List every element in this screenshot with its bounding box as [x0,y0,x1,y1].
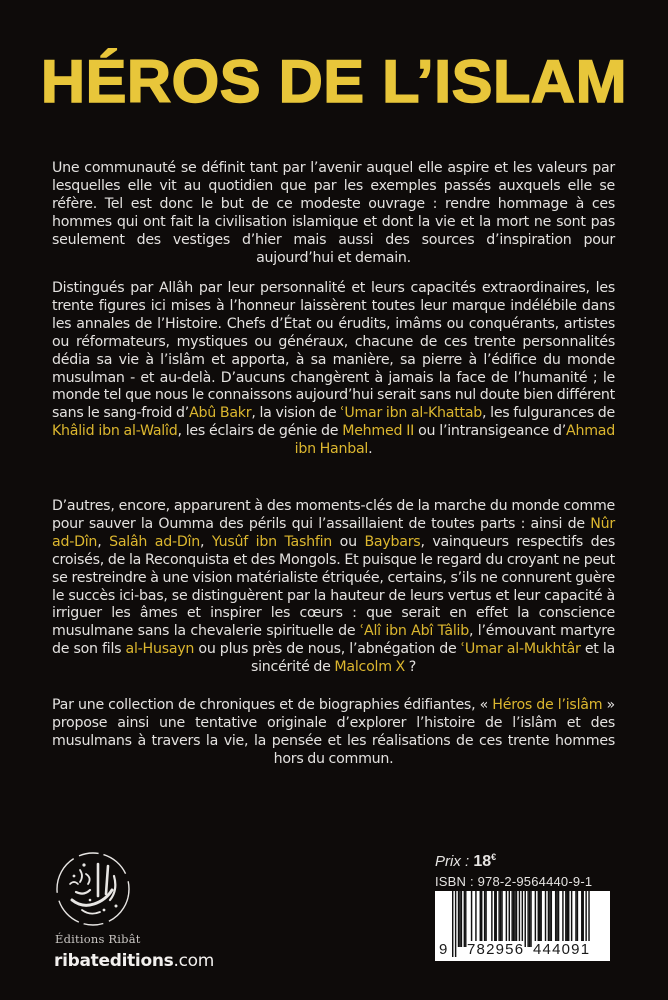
barcode-bar [475,891,476,947]
barcode-bar [527,891,528,947]
barcode-digits-right: 444091 [533,941,591,958]
barcode-bar [530,891,531,947]
barcode-bar [513,891,514,947]
price-currency: € [491,852,497,862]
text-segment: ou [332,533,365,550]
barcode-digits-left: 782956 [467,941,525,958]
barcode-bar [581,891,582,947]
text-segment: ou plus près de nous, l’abnégation de [194,641,461,658]
isbn-number: 978-2-9564440-9-1 [477,874,593,889]
text-segment: D’autres, encore, apparurent à des moments-clés de la marche du monde comme pour sauver la Oumma des périls qui l’assaillaient de toutes parts : ainsi de [52,498,615,532]
highlighted-name: al-Husayn [125,641,195,658]
highlighted-name: Khâlid ibn al-Walîd [52,423,178,440]
barcode-bar [498,891,499,947]
text-segment: , l’émouvant martyre de son fils [52,623,615,658]
website-tld: .com [173,951,214,971]
barcode-bar [506,891,507,947]
barcode-digits [435,941,610,961]
highlighted-name: Nûr ad-Dîn [52,515,615,550]
highlighted-name: ʿUmar al-Mukhtâr [460,641,581,658]
text-segment: ou l’intransigeance d’ [414,423,567,440]
barcode-bar [458,891,459,947]
barcode-bar [461,891,462,947]
barcode-bar [538,891,539,947]
isbn [435,874,592,889]
highlighted-name: Ahmad ibn Hanbal [294,423,615,458]
price-value: 18 [473,853,492,870]
text-segment: , vainqueurs respectifs des croisés, de la Reconquista et des Mongols. Et puisque le regard du croyant ne peut se restreindre à une vision matérialiste étriquée, certains, s’ils ne connurent guère le succès ici-bas, se distinguèrent par la hauteur de leurs vertus et leur capacité à irriguer les âmes et inspirer les cœurs : que serait en effet la conscience musulmane sans la chevalerie spirituelle de [52,533,615,640]
highlighted-name: Mehmed II [342,423,415,440]
barcode-bar [567,891,568,947]
barcode-bar [481,891,482,947]
barcode-bar [556,891,557,947]
barcode-bar [558,891,559,947]
barcode-bar [540,891,541,947]
barcode-bar [562,891,563,947]
barcode-bar [583,891,584,947]
barcode-bar [551,891,552,947]
text-segment: » propose ainsi une tentative originale d’explorer l’histoire de l’islâm et des musulmans à travers la vie, la pensée et les réalisations de ces trente hommes hors du commun. [52,697,615,767]
text-segment: , [97,533,110,550]
highlighted-name: Salâh ad-Dîn [109,533,200,550]
barcode-bar [539,891,540,947]
arabic-calligraphy-seal-icon [54,850,132,928]
publisher-website[interactable] [54,951,214,971]
barcode-bar [529,891,530,947]
barcode-bar [514,891,515,947]
barcode-bar [511,891,512,947]
text-segment: , les fulgurances de [482,405,616,422]
barcode-bar [568,891,569,947]
barcode-bar [555,891,556,947]
price [435,852,496,871]
isbn-label: ISBN : [435,874,474,889]
barcode-bar [575,891,576,947]
text-segment: , la vision de [251,405,341,422]
text-segment: Une communauté se définit tant par l’avenir auquel elle aspire et les valeurs par lesquelles elle vit au quotidien que par les exemples passés auxquels elle se réfère. Tel est donc le but de ce modeste ouvrage : rendre hommage à ces hommes qui ont fait la civilisation islamique et dont la vie et la mort ne sont pas seulement des vestiges d’hier mais aussi des sources d’inspiration pour aujourd’hui et demain. [52,160,615,266]
barcode-bar [535,891,536,947]
price-label: Prix : [435,853,470,870]
barcode-bar [464,891,465,947]
barcode-bar [516,891,517,947]
barcode-bar [496,891,497,947]
highlighted-name: Yusûf ibn Tashfin [211,533,333,550]
barcode-bar [484,891,485,947]
description-paragraph-4 [52,697,615,769]
barcode-bar [577,891,578,947]
barcode-bar [509,891,510,947]
text-segment: . [368,441,373,458]
barcode-bar [565,891,566,947]
barcode-bar [548,891,549,947]
barcode-digit-prefix: 9 [439,941,448,958]
website-domain: ribateditions [54,951,174,971]
barcode-bar [485,891,486,947]
highlighted-name: Malcolm X [334,659,405,676]
barcode-bar [501,891,502,947]
barcode-bar [571,891,572,947]
publisher-name: Éditions Ribât [55,932,141,946]
barcode-bar [494,891,495,947]
text-segment: Par une collection de chroniques et de biographies édifiantes, « [52,697,493,713]
barcode-bar [545,891,546,947]
text-segment: et la sincérité de [250,641,615,676]
barcode-bar [525,891,526,947]
barcode-bar [549,891,550,947]
text-segment: Distingués par Allâh par leur personnalité et leurs capacités extraordinaires, les trente figures ici mises à l’honneur laissèrent toutes leur marque indélébile dans les annales de l’Histoire. Chefs d’État ou érudits, imâms ou conquérants, artistes ou réformateurs, mystiques ou généraux, chacune de ces trente personnalités dédia sa vie à l’islâm et apporta, à sa manière, sa pierre à l’édifice du monde musulman - et au-delà. D’aucuns changèrent à jamais la face de l’humanité ; le monde tel que nous le connaissons aujourd’hui serait sans nul doute bien différent sans le sang-froid d’ [52,280,615,422]
barcode-bar [491,891,492,947]
book-title: HÉROS DE L’ISLAM [40,48,628,115]
highlighted-name: Baybars [364,533,421,550]
description-paragraph-3 [52,498,615,677]
highlighted-name: Abû Bakr [189,405,252,422]
barcode-bar [471,891,472,947]
text-segment: , [199,533,212,550]
barcode-bar [500,891,501,947]
barcode-bar [480,891,481,947]
highlighted-name: Héros de l’islâm [492,697,603,713]
text-segment: , les éclairs de génie de [177,423,343,440]
description-paragraph-1 [52,160,615,267]
description-paragraph-2 [52,280,615,459]
text-segment: ? [405,659,417,676]
highlighted-name: ʿUmar ibn al-Khattab [340,405,483,422]
highlighted-name: ʿAlî ibn Abî Tâlib [359,623,469,640]
barcode [435,891,610,961]
barcode-bar [465,891,466,947]
barcode-bar [459,891,460,947]
